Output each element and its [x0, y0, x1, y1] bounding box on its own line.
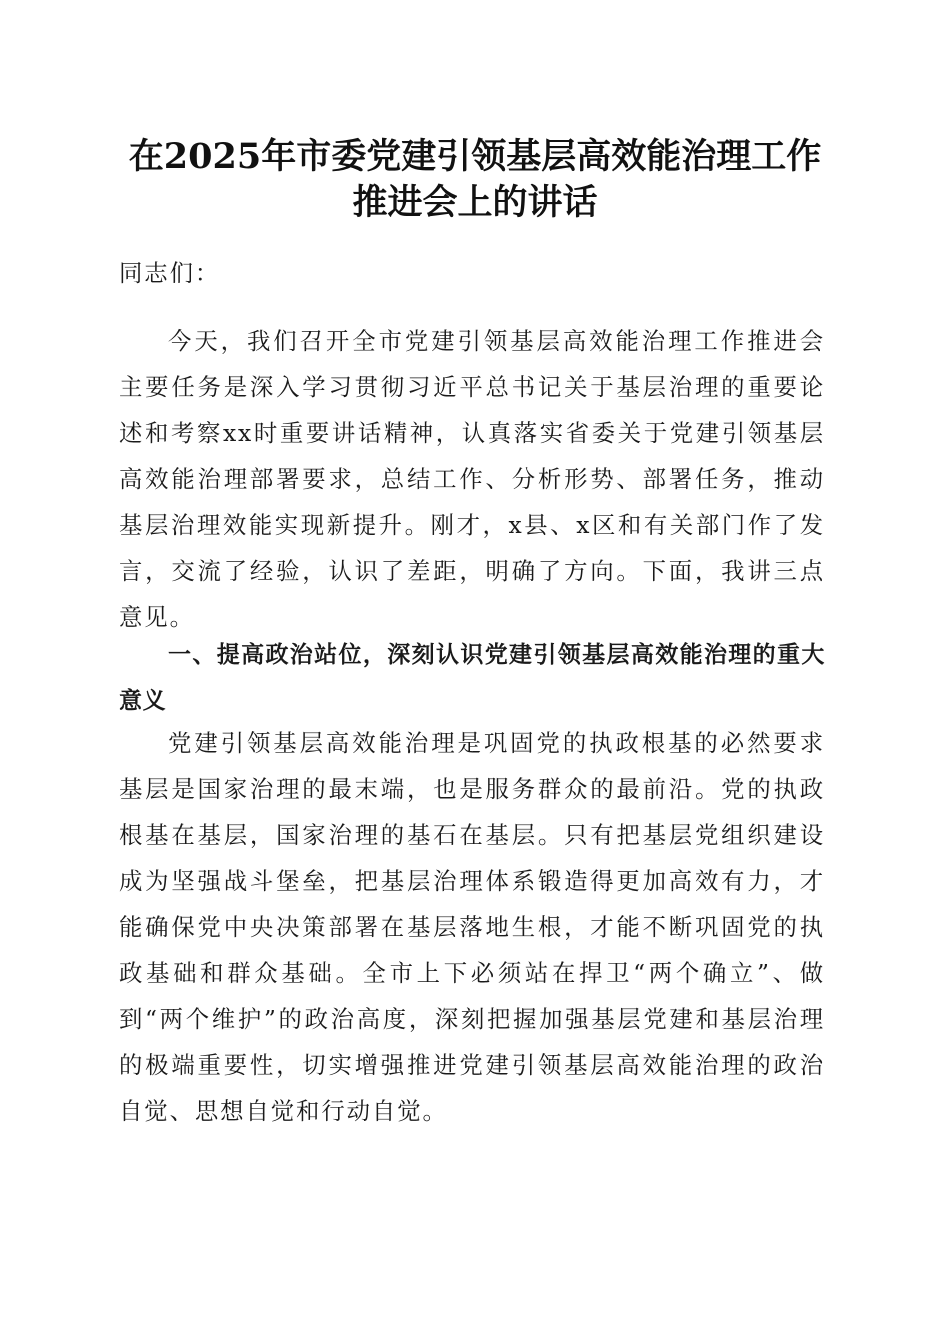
document-title — [100, 134, 850, 226]
paragraph-1: 今天，我们召开全市党建引领基层高效能治理工作推进会主要任务是深入学习贯彻习近平总书记关于基层治理的重要论述和考察xx时重要讲话精神，认真落实省委关于党建引领基层高效能治理部署要求，总结工作、分析形势、部署任务，推动基层治理效能实现新提升。刚才，x县、x区和有关部门作了发言，交流了经验，认识了差距，明确了方向。下面，我讲三点意见。 — [119, 327, 825, 631]
title-line-2: 推进会上的讲话 — [352, 182, 598, 223]
section-heading-1: 一、提高政治站位，深刻认识党建引领基层高效能治理的重大意义 — [119, 642, 825, 714]
section-heading-block-1 — [119, 632, 825, 724]
title-line-1: 在2025年市委党建引领基层高效能治理工作 — [128, 136, 822, 177]
paragraph-block-1 — [119, 318, 825, 640]
paragraph-block-2 — [119, 720, 825, 1134]
salutation-block — [119, 250, 825, 296]
salutation: 同志们： — [119, 259, 221, 287]
paragraph-2: 党建引领基层高效能治理是巩固党的执政根基的必然要求基层是国家治理的最末端，也是服务群众的最前沿。党的执政根基在基层，国家治理的基石在基层。只有把基层党组织建设成为坚强战斗堡垒，把基层治理体系锻造得更加高效有力，才能确保党中央决策部署在基层落地生根，才能不断巩固党的执政基础和群众基础。全市上下必须站在捍卫“两个确立”、做到“两个维护”的政治高度，深刻把握加强基层党建和基层治理的极端重要性，切实增强推进党建引领基层高效能治理的政治自觉、思想自觉和行动自觉。 — [119, 729, 825, 1125]
